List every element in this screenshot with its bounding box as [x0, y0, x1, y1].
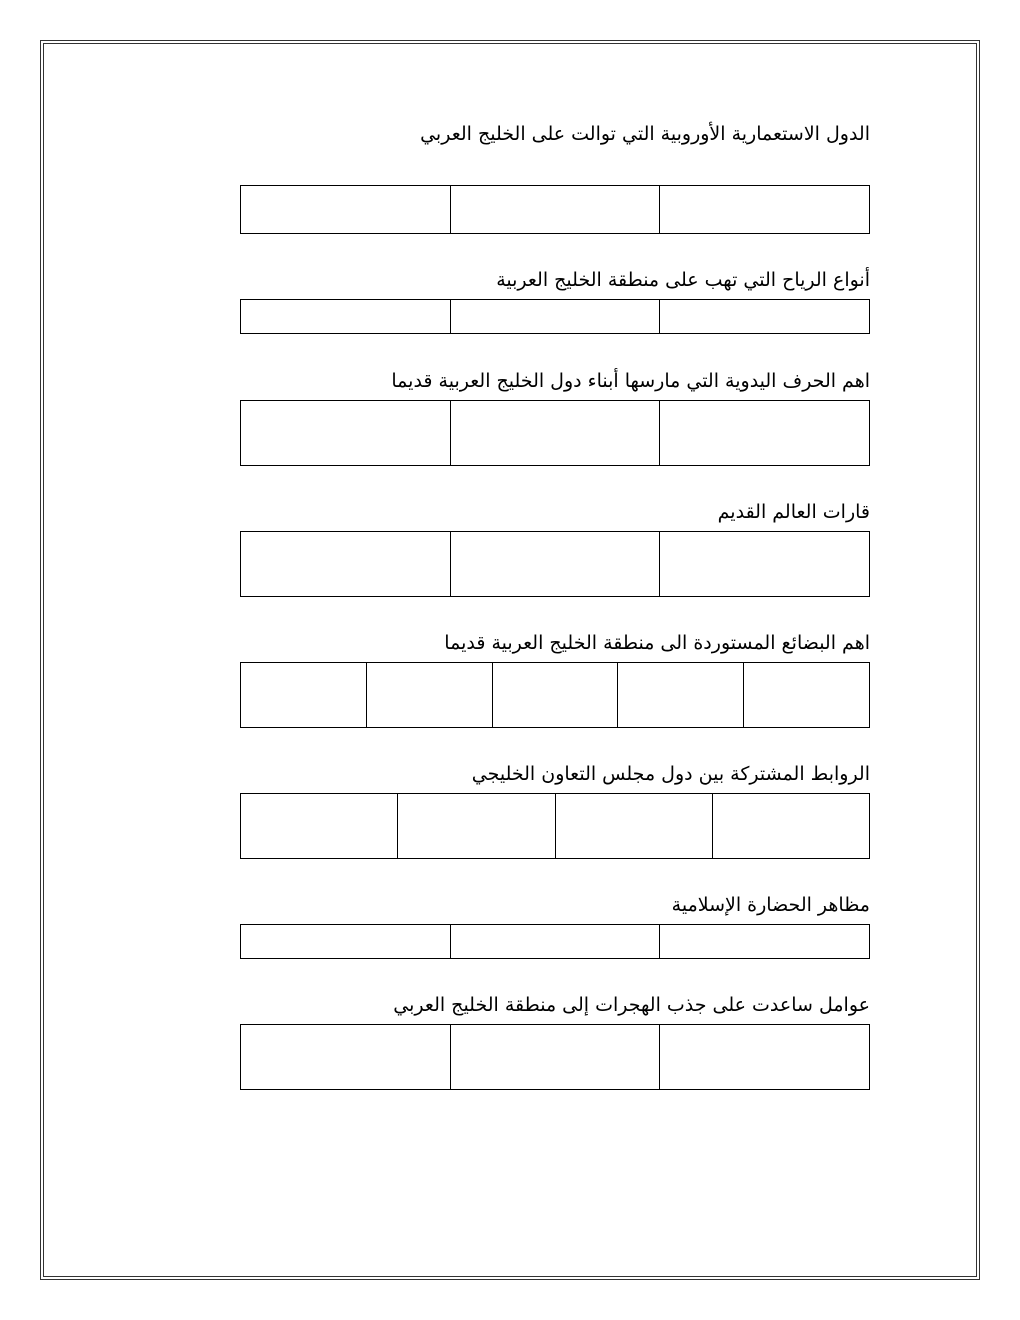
section-title-islamic-civilization: مظاهر الحضارة الإسلامية — [671, 894, 870, 916]
answer-cell[interactable] — [241, 401, 450, 465]
answer-cell[interactable] — [555, 794, 712, 858]
answer-row-gcc-common-ties — [240, 793, 870, 859]
answer-cell[interactable] — [241, 532, 450, 596]
answer-row-islamic-civilization — [240, 924, 870, 959]
answer-row-old-world-continents — [240, 531, 870, 597]
answer-cell[interactable] — [366, 663, 492, 727]
answer-cell[interactable] — [241, 794, 397, 858]
answer-cell[interactable] — [659, 186, 869, 233]
section-title-gcc-common-ties: الروابط المشتركة بين دول مجلس التعاون الخليجي — [471, 763, 870, 785]
answer-row-handicrafts — [240, 400, 870, 466]
answer-cell[interactable] — [397, 794, 554, 858]
answer-cell[interactable] — [450, 300, 660, 333]
answer-row-wind-types — [240, 299, 870, 334]
answer-row-migration-factors — [240, 1024, 870, 1090]
answer-cell[interactable] — [450, 186, 660, 233]
answer-cell[interactable] — [241, 1025, 450, 1089]
answer-cell[interactable] — [450, 1025, 660, 1089]
answer-cell[interactable] — [241, 663, 366, 727]
answer-cell[interactable] — [659, 1025, 869, 1089]
answer-cell[interactable] — [617, 663, 743, 727]
section-title-handicrafts: اهم الحرف اليدوية التي مارسها أبناء دول الخليج العربية قديما — [391, 370, 870, 392]
section-title-european-colonial-powers: الدول الاستعمارية الأوروبية التي توالت على الخليج العربي — [420, 123, 870, 145]
section-title-migration-factors: عوامل ساعدت على جذب الهجرات إلى منطقة الخليج العربي — [393, 994, 870, 1016]
answer-cell[interactable] — [712, 794, 869, 858]
answer-cell[interactable] — [241, 186, 450, 233]
answer-cell[interactable] — [659, 925, 869, 958]
answer-cell[interactable] — [450, 401, 660, 465]
answer-row-european-colonial-powers — [240, 185, 870, 234]
answer-cell[interactable] — [743, 663, 869, 727]
answer-cell[interactable] — [241, 925, 450, 958]
answer-row-imported-goods — [240, 662, 870, 728]
answer-cell[interactable] — [659, 401, 869, 465]
answer-cell[interactable] — [450, 925, 660, 958]
section-title-old-world-continents: قارات العالم القديم — [717, 501, 870, 523]
answer-cell[interactable] — [450, 532, 660, 596]
answer-cell[interactable] — [659, 532, 869, 596]
answer-cell[interactable] — [241, 300, 450, 333]
section-title-imported-goods: اهم البضائع المستوردة الى منطقة الخليج العربية قديما — [444, 632, 870, 654]
answer-cell[interactable] — [492, 663, 618, 727]
section-title-wind-types: أنواع الرياح التي تهب على منطقة الخليج العربية — [496, 269, 870, 291]
answer-cell[interactable] — [659, 300, 869, 333]
